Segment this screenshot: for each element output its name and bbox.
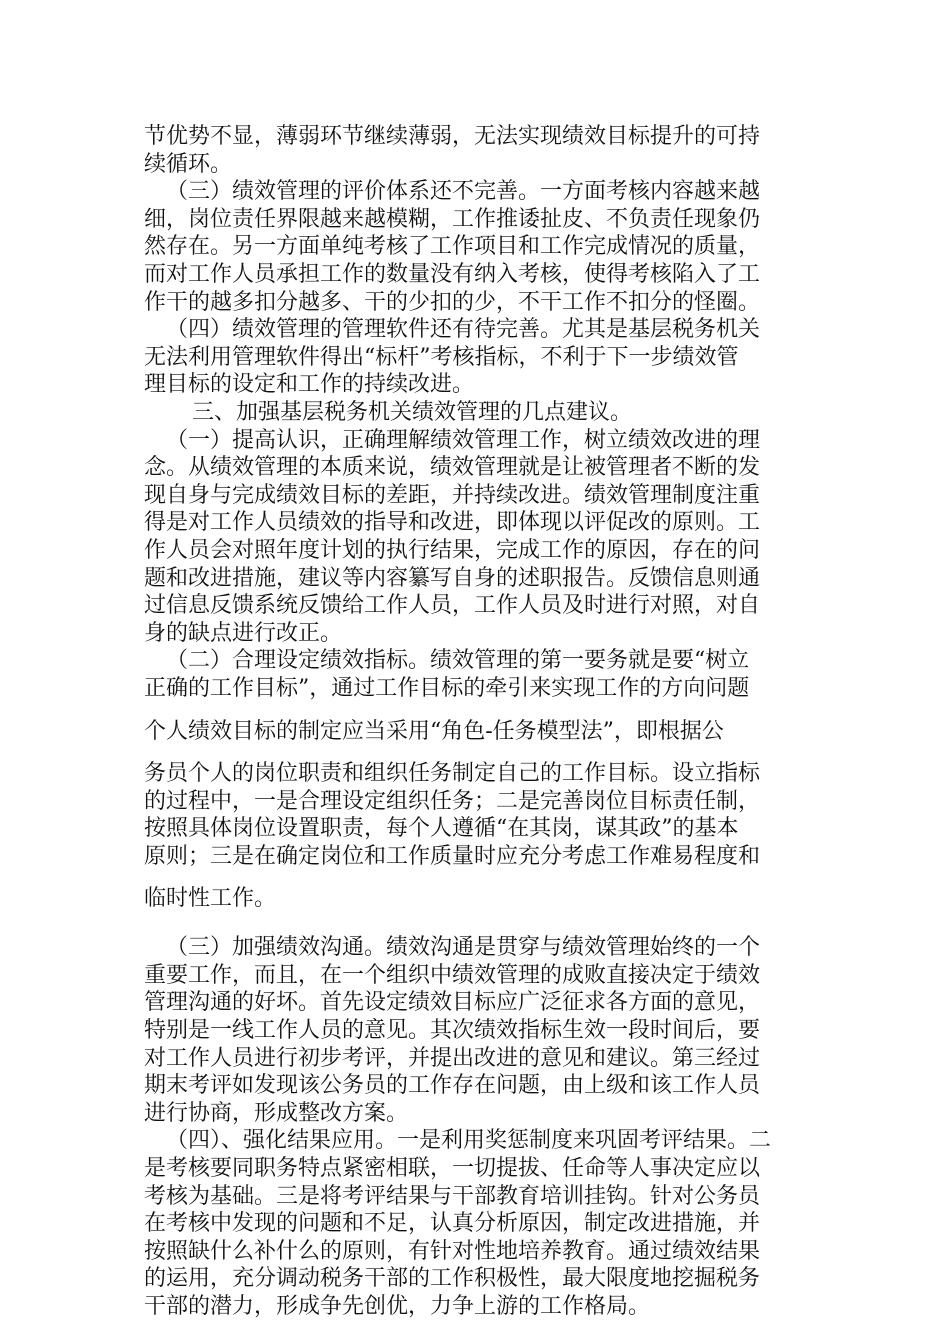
text-line: 的运用，充分调动税务干部的工作积极性，最大限度地挖掘税务 <box>144 1266 761 1291</box>
text-line: 个人绩效目标的制定应当采用“角色-任务模型法”，即根据公 <box>144 719 724 744</box>
text-line: 原则；三是在确定岗位和工作质量时应充分考虑工作难易程度和 <box>144 844 761 869</box>
paragraph-start: （四）绩效管理的管理软件还有待完善。尤其是基层税务机关 <box>166 317 761 342</box>
text-line: 特别是一线工作人员的意见。其次绩效指标生效一段时间后，要 <box>144 1018 761 1043</box>
text-line: 过信息反馈系统反馈给工作人员，工作人员及时进行对照，对自 <box>144 593 761 618</box>
text-line: 正确的工作目标”，通过工作目标的牵引来实现工作的方向问题 <box>144 676 750 701</box>
paragraph-start: （三）绩效管理的评价体系还不完善。一方面考核内容越来越 <box>166 179 761 204</box>
text-line: 念。从绩效管理的本质来说，绩效管理就是让被管理者不断的发 <box>144 455 761 480</box>
text-line: 临时性工作。 <box>144 886 277 911</box>
text-line: 而对工作人员承担工作的数量没有纳入考核，使得考核陷入了工 <box>144 262 761 287</box>
text-line: 是考核要同职务特点紧密相联，一切提拔、任命等人事决定应以 <box>144 1156 761 1181</box>
text-line: 细，岗位责任界限越来越模糊，工作推诿扯皮、不负责任现象仍 <box>144 207 761 232</box>
text-line: 续循环。 <box>144 152 233 177</box>
text-line: 身的缺点进行改正。 <box>144 621 343 646</box>
text-line: 节优势不显，薄弱环节继续薄弱，无法实现绩效目标提升的可持 <box>144 124 761 149</box>
text-line: 现自身与完成绩效目标的差距，并持续改进。绩效管理制度注重 <box>144 483 761 508</box>
text-line: 考核为基础。三是将考评结果与干部教育培训挂钩。针对公务员 <box>144 1184 761 1209</box>
text-line: 期末考评如发现该公务员的工作存在问题，由上级和该工作人员 <box>144 1073 761 1098</box>
text-line: 干部的潜力，形成争先创优，力争上游的工作格局。 <box>144 1294 651 1319</box>
section-heading: 三、加强基层税务机关绩效管理的几点建议。 <box>192 400 633 425</box>
paragraph-start: （二）合理设定绩效指标。绩效管理的第一要务就是要“树立 <box>166 648 750 673</box>
text-line: 题和改进措施，建议等内容纂写自身的述职报告。反馈信息则通 <box>144 566 761 591</box>
text-line: 得是对工作人员绩效的指导和改进，即体现以评促改的原则。工 <box>144 510 761 535</box>
paragraph-start: （四）、强化结果应用。一是利用奖惩制度来巩固考评结果。二 <box>166 1128 772 1153</box>
text-line: 按照缺什么补什么的原则，有针对性地培养教育。通过绩效结果 <box>144 1239 761 1264</box>
text-line: 理目标的设定和工作的持续改进。 <box>144 372 475 397</box>
text-line: 作干的越多扣分越多、干的少扣的少，不干工作不扣分的怪圈。 <box>144 290 761 315</box>
text-line: 无法利用管理软件得出“标杆”考核指标，不利于下一步绩效管 <box>144 345 739 370</box>
text-line: 务员个人的岗位职责和组织任务制定自己的工作目标。设立指标 <box>144 761 761 786</box>
paragraph-start: （一）提高认识，正确理解绩效管理工作，树立绩效改进的理 <box>166 428 761 453</box>
text-line: 重要工作，而且，在一个组织中绩效管理的成败直接决定于绩效 <box>144 963 761 988</box>
text-line: 对工作人员进行初步考评，并提出改进的意见和建议。第三经过 <box>144 1046 761 1071</box>
text-line: 作人员会对照年度计划的执行结果，完成工作的原因，存在的问 <box>144 538 761 563</box>
text-line: 管理沟通的好坏。首先设定绩效目标应广泛征求各方面的意见， <box>144 990 761 1015</box>
paragraph-start: （三）加强绩效沟通。绩效沟通是贯穿与绩效管理始终的一个 <box>166 935 761 960</box>
text-line: 进行协商，形成整改方案。 <box>144 1101 409 1126</box>
text-line: 的过程中，一是合理设定组织任务；二是完善岗位目标责任制， <box>144 789 761 814</box>
text-line: 然存在。另一方面单纯考核了工作项目和工作完成情况的质量， <box>144 234 761 259</box>
text-line: 在考核中发现的问题和不足，认真分析原因，制定改进措施，并 <box>144 1211 761 1236</box>
text-line: 按照具体岗位设置职责，每个人遵循“在其岗，谋其政”的基本 <box>144 816 739 841</box>
